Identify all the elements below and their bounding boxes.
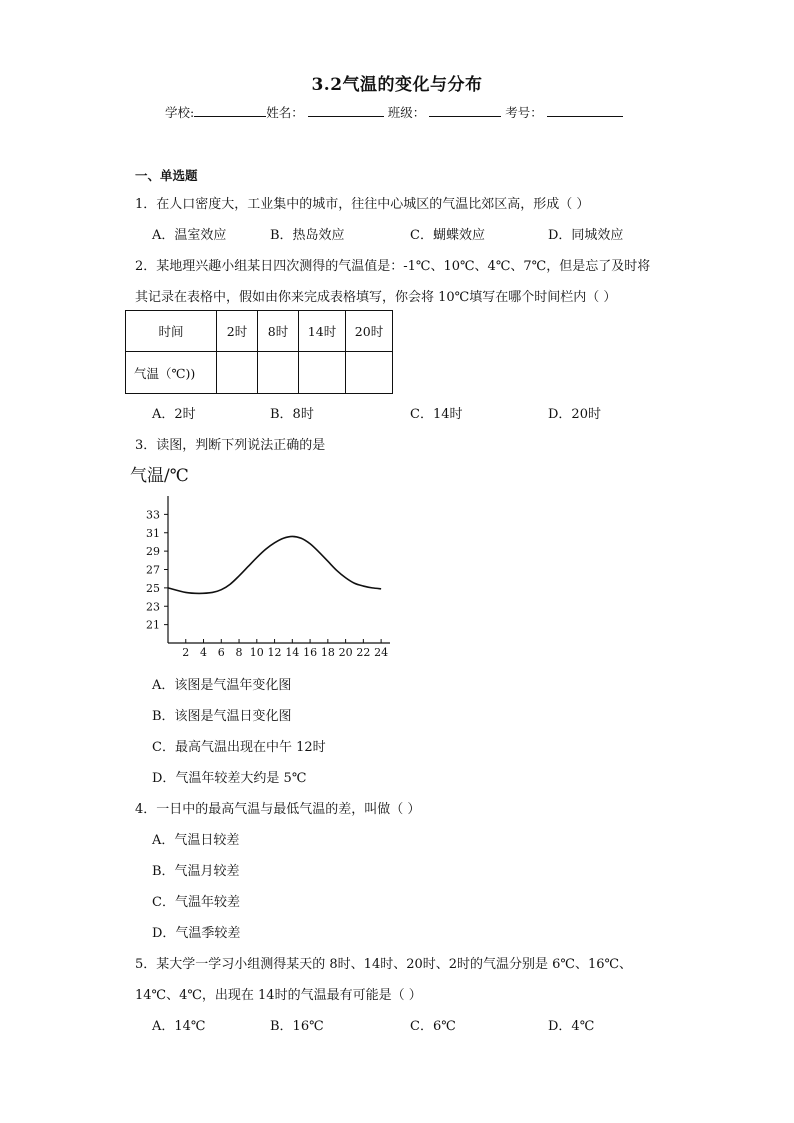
x-tick-label: 10 xyxy=(249,646,264,659)
q2-option-b[interactable]: B．8时 xyxy=(270,407,314,422)
section-heading: 一、单选题 xyxy=(135,168,198,183)
table-header-cell: 20时 xyxy=(346,311,393,352)
x-tick-label: 6 xyxy=(217,646,225,659)
q3-option-d[interactable]: D．气温年较差大约是 5℃ xyxy=(152,771,307,786)
x-tick-label: 16 xyxy=(303,646,318,659)
x-tick-label: 4 xyxy=(200,646,208,659)
table-header-cell: 时间 xyxy=(126,311,217,352)
question-5-stem-line2: 14℃、4℃，出现在 14时的气温最有可能是（ ） xyxy=(135,988,422,1003)
q2-option-a[interactable]: A．2时 xyxy=(152,407,196,422)
q3-option-b[interactable]: B．该图是气温日变化图 xyxy=(152,709,292,724)
school-blank[interactable] xyxy=(194,104,266,117)
x-tick-label: 12 xyxy=(267,646,282,659)
table-header-cell: 2时 xyxy=(217,311,258,352)
q2-option-c[interactable]: C．14时 xyxy=(410,407,463,422)
q2-option-d[interactable]: D．20时 xyxy=(548,407,601,422)
y-tick-label: 29 xyxy=(146,545,160,559)
q5-option-d[interactable]: D．4℃ xyxy=(548,1019,595,1034)
q1-option-a[interactable]: A．温室效应 xyxy=(152,228,227,243)
question-2-stem-line2: 其记录在表格中，假如由你来完成表格填写，你会将 10℃填写在哪个时间栏内（ ） xyxy=(135,290,617,305)
q4-option-a[interactable]: A．气温日较差 xyxy=(152,833,240,848)
table-row xyxy=(126,311,393,352)
name-blank[interactable] xyxy=(308,104,384,117)
table-input-cell[interactable] xyxy=(346,352,393,394)
y-tick-label: 23 xyxy=(146,600,160,614)
class-label: 班级： xyxy=(387,105,426,120)
table-input-cell[interactable] xyxy=(217,352,258,394)
q3-option-c[interactable]: C．最高气温出现在中午 12时 xyxy=(152,740,326,755)
temperature-table xyxy=(125,310,393,394)
table-input-cell[interactable] xyxy=(258,352,299,394)
y-tick-label: 25 xyxy=(146,581,160,595)
student-info-line xyxy=(165,103,623,121)
school-label: 学校: xyxy=(165,105,195,120)
table-row xyxy=(126,352,393,394)
page-title: 3.2气温的变化与分布 xyxy=(311,75,483,95)
q1-option-d[interactable]: D．同城效应 xyxy=(548,228,624,243)
question-1-stem: 1．在人口密度大，工业集中的城市，往往中心城区的气温比郊区高，形成（ ） xyxy=(135,197,590,212)
number-label: 考号： xyxy=(505,105,543,120)
x-tick-label: 14 xyxy=(285,646,300,659)
chart-ylabel: 气温/℃ xyxy=(130,466,189,486)
q4-option-b[interactable]: B．气温月较差 xyxy=(152,864,240,879)
q3-option-a[interactable]: A．该图是气温年变化图 xyxy=(152,678,292,693)
x-tick-label: 20 xyxy=(338,646,353,659)
class-blank[interactable] xyxy=(429,104,501,117)
q5-option-a[interactable]: A．14℃ xyxy=(152,1019,206,1034)
q4-option-d[interactable]: D．气温季较差 xyxy=(152,926,241,941)
question-2-stem-line1: 2．某地理兴趣小组某日四次测得的气温值是：-1℃、10℃、4℃、7℃，但是忘了及时将 xyxy=(135,259,651,274)
y-tick-label: 27 xyxy=(146,563,160,577)
table-header-cell: 14时 xyxy=(299,311,346,352)
y-tick-label: 21 xyxy=(146,618,160,632)
q5-option-b[interactable]: B．16℃ xyxy=(270,1019,324,1034)
question-3-stem: 3．读图，判断下列说法正确的是 xyxy=(135,438,326,453)
table-row-label: 气温（℃)) xyxy=(126,352,217,394)
question-4-stem: 4．一日中的最高气温与最低气温的差，叫做（ ） xyxy=(135,802,421,817)
x-tick-label: 24 xyxy=(374,646,389,659)
x-tick-label: 18 xyxy=(320,646,335,659)
name-label: 姓名： xyxy=(266,105,304,120)
question-5-stem-line1: 5．某大学一学习小组测得某天的 8时、14时、20时、2时的气温分别是 6℃、16℃、 xyxy=(135,957,633,972)
number-blank[interactable] xyxy=(547,104,623,117)
x-tick-label: 2 xyxy=(182,646,190,659)
y-tick-label: 33 xyxy=(146,508,160,522)
temperature-curve xyxy=(168,536,381,593)
q1-option-c[interactable]: C．蝴蝶效应 xyxy=(410,228,485,243)
q4-option-c[interactable]: C．气温年较差 xyxy=(152,895,240,910)
q1-option-b[interactable]: B．热岛效应 xyxy=(270,228,345,243)
x-tick-label: 8 xyxy=(235,646,243,659)
q5-option-c[interactable]: C．6℃ xyxy=(410,1019,456,1034)
x-tick-label: 22 xyxy=(356,646,371,659)
temperature-line-chart xyxy=(128,462,398,662)
table-input-cell[interactable] xyxy=(299,352,346,394)
table-header-cell: 8时 xyxy=(258,311,299,352)
y-tick-label: 31 xyxy=(146,526,160,540)
